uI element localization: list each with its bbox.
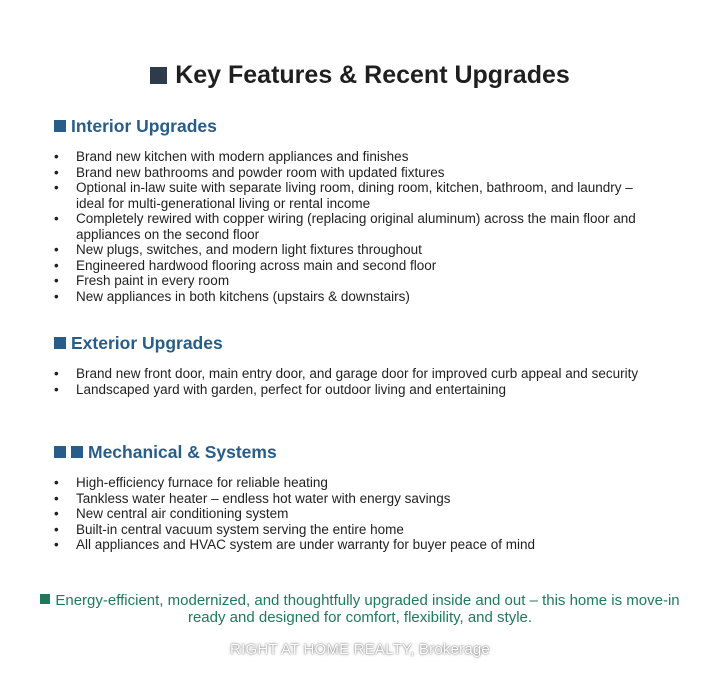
section-exterior-upgrades	[54, 331, 674, 397]
square-icon	[71, 446, 83, 458]
list-item-text: Built-in central vacuum system serving the entire home	[76, 521, 404, 537]
list-item	[54, 289, 654, 305]
bullet-icon: •	[54, 490, 59, 506]
bullet-icon: •	[54, 521, 59, 537]
list-item	[54, 522, 654, 538]
bullet-icon: •	[54, 149, 59, 164]
bullet-icon: •	[54, 180, 59, 195]
list-item-text: Optional in-law suite with separate living room, dining room, kitchen, bathroom, and laundry – ideal for multi-generational living or rental income	[76, 180, 633, 211]
list-item-text: New plugs, switches, and modern light fixtures throughout	[76, 242, 422, 257]
bullet-icon: •	[54, 257, 59, 273]
interior-upgrades-list	[54, 149, 654, 304]
bullet-icon: •	[54, 242, 59, 257]
page-title-text: Key Features & Recent Upgrades	[175, 61, 570, 89]
list-item	[54, 258, 654, 274]
list-item-text: High-efficiency furnace for reliable heating	[76, 475, 328, 490]
list-item-text: Completely rewired with copper wiring (replacing original aluminum) across the main floor and appliances on the second floor	[76, 211, 636, 242]
section-mechanical-systems	[54, 440, 674, 552]
list-item-text: Fresh paint in every room	[76, 273, 230, 288]
list-item	[54, 382, 654, 398]
bullet-icon: •	[54, 211, 59, 226]
list-item	[54, 273, 654, 289]
closing-statement-text: Energy-efficient, modernized, and thoughtfully upgraded inside and out – this home is move-in ready and designed for comfort, flexibility, and style.	[55, 592, 680, 626]
list-item	[54, 242, 654, 258]
exterior-upgrades-list	[54, 366, 654, 397]
list-item-text: All appliances and HVAC system are under warranty for buyer peace of mind	[76, 537, 535, 552]
bullet-icon: •	[54, 273, 59, 288]
bullet-icon: •	[54, 506, 59, 521]
list-item-text: Brand new bathrooms and powder room with updated fixtures	[76, 164, 445, 180]
list-item-text: Tankless water heater – endless hot water with energy savings	[76, 490, 451, 506]
closing-statement	[40, 592, 680, 626]
section-heading-text: Exterior Upgrades	[71, 333, 223, 353]
section-heading	[54, 331, 674, 355]
list-item-text: New central air conditioning system	[76, 506, 289, 521]
list-item-text: Engineered hardwood flooring across main and second floor	[76, 257, 437, 273]
list-item	[54, 211, 654, 242]
list-item-text: Brand new kitchen with modern appliances and finishes	[76, 149, 409, 164]
list-item-text: Brand new front door, main entry door, and garage door for improved curb appeal and security	[76, 366, 639, 381]
bullet-icon: •	[54, 288, 59, 304]
list-item	[54, 537, 654, 553]
bullet-icon: •	[54, 537, 59, 552]
square-icon	[54, 337, 66, 349]
bullet-icon: •	[54, 475, 59, 490]
section-heading-text: Interior Upgrades	[71, 116, 217, 136]
square-icon	[150, 67, 167, 84]
list-item-text: New appliances in both kitchens (upstairs & downstairs)	[76, 288, 410, 304]
list-item-text: Landscaped yard with garden, perfect for outdoor living and entertaining	[76, 381, 507, 397]
list-item	[54, 149, 654, 165]
list-item	[54, 180, 654, 211]
section-heading-text: Mechanical & Systems	[88, 442, 277, 462]
brokerage-watermark: RIGHT AT HOME REALTY, Brokerage	[230, 641, 490, 658]
list-item	[54, 506, 654, 522]
bullet-icon: •	[54, 164, 59, 180]
section-interior-upgrades	[54, 114, 674, 304]
mechanical-systems-list	[54, 475, 654, 553]
section-heading	[54, 114, 674, 138]
list-item	[54, 491, 654, 507]
square-icon	[54, 446, 66, 458]
list-item	[54, 366, 654, 382]
bullet-icon: •	[54, 366, 59, 381]
page-title	[0, 58, 720, 92]
list-item	[54, 475, 654, 491]
bullet-icon: •	[54, 381, 59, 397]
list-item	[54, 165, 654, 181]
section-heading	[54, 440, 674, 464]
square-icon	[40, 594, 50, 604]
square-icon	[54, 120, 66, 132]
